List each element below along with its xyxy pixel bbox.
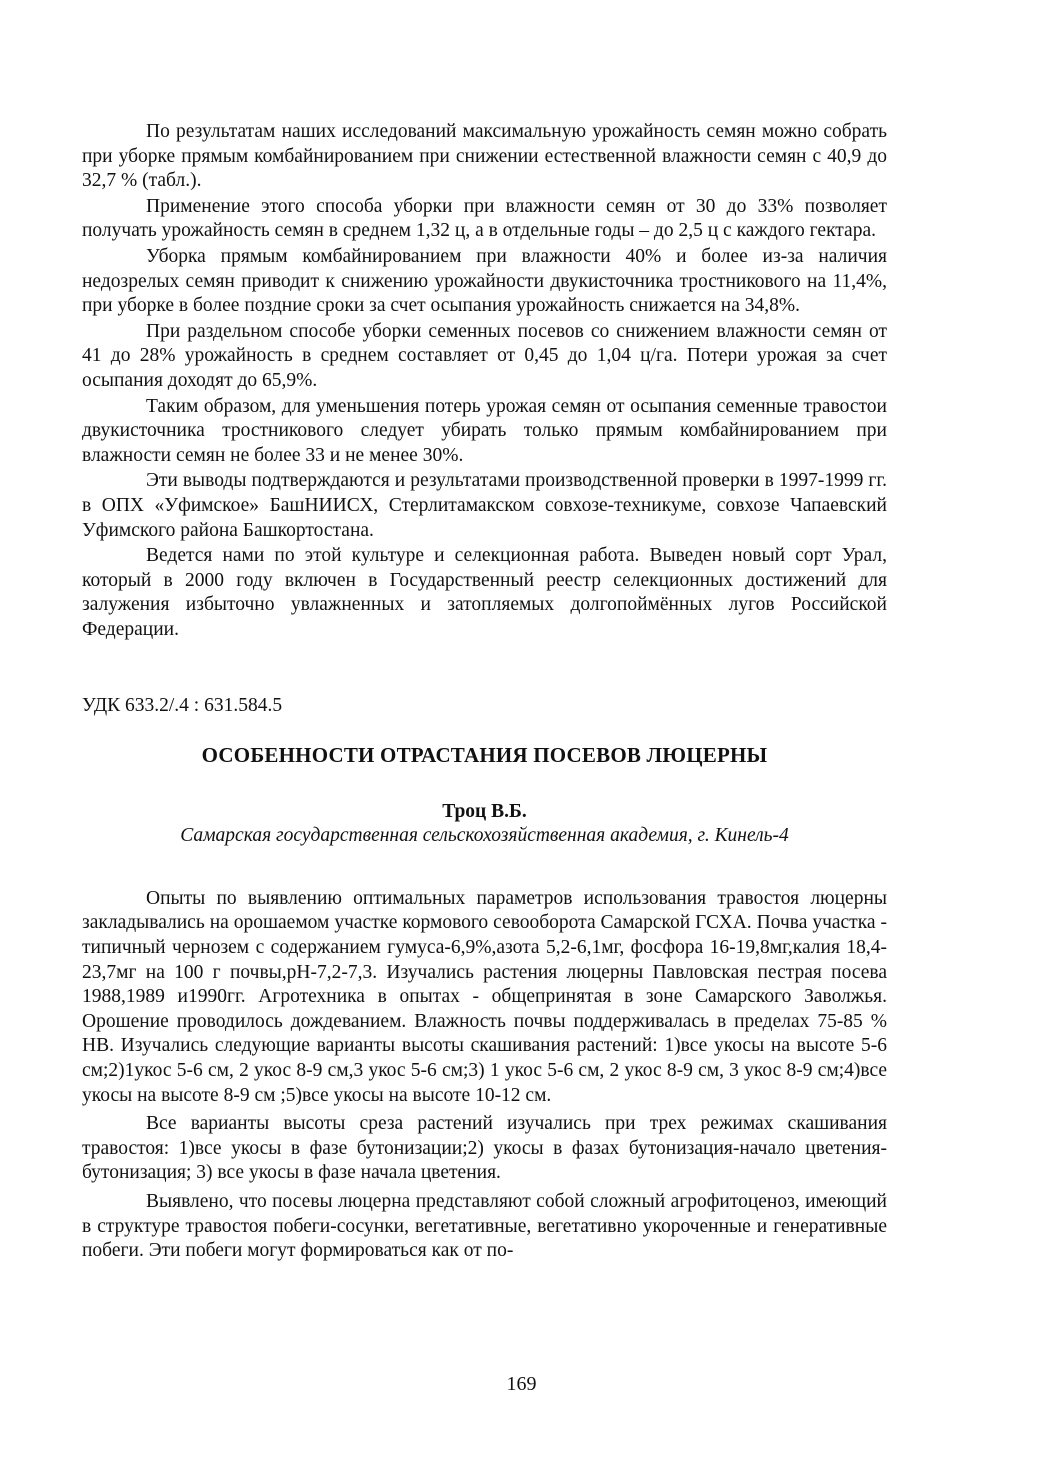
paragraph: Ведется нами по этой культуре и селекционная работа. Выведен новый сорт Урал, который в 2000 году включен в Государственный реестр селекционных достижений для залужения избыточно увлажненных и затопляемых долгопоймённых лугов Российской Федерации.: [82, 545, 887, 640]
paragraph: Эти выводы подтверждаются и результатами производственной проверки в 1997-1999 гг. в ОПХ «Уфимское» БашНИИСХ, Стерлитамакском совхозе-техникуме, совхозе Чапаевский Уфимского района Башкортостана.: [82, 470, 887, 541]
paragraph: Опыты по выявлению оптимальных параметров использования травостоя люцерны закладывались на орошаемом участке кормового севооборота Самарской ГСХА. Почва участка - типичный чернозем с содержанием гумуса-6,9%,азота 5,2-6,1мг, фосфора 16-19,8мг,калия 18,4-23,7мг на 100 г почвы,рН-7,2-7,3. Изучались растения люцерны Павловская пестрая посева 1988,1989 и1990гг. Агротехника в опытах - общепринятая в зоне Самарского Заволжья. Орошение проводилось дождеванием. Влажность почвы поддерживалась в пределах 75-85 % НВ. Изучались следующие варианты высоты скашивания растений: 1)все укосы на высоте 5-6 см;2)1укос 5-6 см, 2 укос 8-9 см,3 укос 5-6 см;3) 1 укос 5-6 см, 2 укос 8-9 см, 3 укос 8-9 см;4)все укосы на высоте 8-9 см ;5)все укосы на высоте 10-12 см.: [82, 887, 887, 1106]
paragraph: Все варианты высоты среза растений изучались при трех режимах скашивания травостоя: 1)все укосы в фазе бутонизации;2) укосы в фазах бутонизация-начало цветения-бутонизация; 3) все укосы в фазе начала цветения.: [82, 1113, 887, 1184]
paragraph: При раздельном способе уборки семенных посевов со снижением влажности семян от 41 до 28% урожайность в среднем составляет от 0,45 до 1,04 ц/га. Потери урожая за счет осыпания доходят до 65,9%.: [82, 320, 887, 391]
udc-code: УДК 633.2/.4 : 631.584.5: [82, 695, 283, 717]
author-name: Троц В.Б.: [442, 800, 527, 822]
paragraph: По результатам наших исследований максимальную урожайность семян можно собрать при уборке прямым комбайнированием при снижении естественной влажности семян с 40,9 до 32,7 % (табл.).: [82, 121, 887, 192]
article-title: ОСОБЕННОСТИ ОТРАСТАНИЯ ПОСЕВОВ ЛЮЦЕРНЫ: [201, 743, 768, 768]
page-body: [82, 120, 887, 1264]
paragraph: Уборка прямым комбайнированием при влажности 40% и более из-за наличия недозрелых семян приводит к снижению урожайности двукисточника тростникового на 11,4%, при уборке в более поздние сроки за счет осыпания урожайность снижается на 34,8%.: [82, 245, 887, 317]
paragraph: Применение этого способа уборки при влажности семян от 30 до 33% позволяет получать урожайность семян в среднем 1,32 ц, а в отдельные годы – до 2,5 ц с каждого гектара.: [82, 195, 887, 242]
author-affiliation: Самарская государственная сельскохозяйственная академия, г. Кинель-4: [180, 825, 789, 847]
paragraph: Таким образом, для уменьшения потерь урожая семян от осыпания семенные травостои двукисточника тростникового следует убирать только прямым комбайнированием при влажности семян не более 33 и не менее 30%.: [82, 395, 887, 466]
paragraph: Выявлено, что посевы люцерна представляют собой сложный агрофитоценоз, имеющий в структуре травостоя побеги-сосунки, вегетативные, вегетативно укороченные и генеративные побеги. Эти побеги могут формироваться как от по-: [82, 1190, 887, 1262]
page-number: 169: [506, 1373, 537, 1395]
